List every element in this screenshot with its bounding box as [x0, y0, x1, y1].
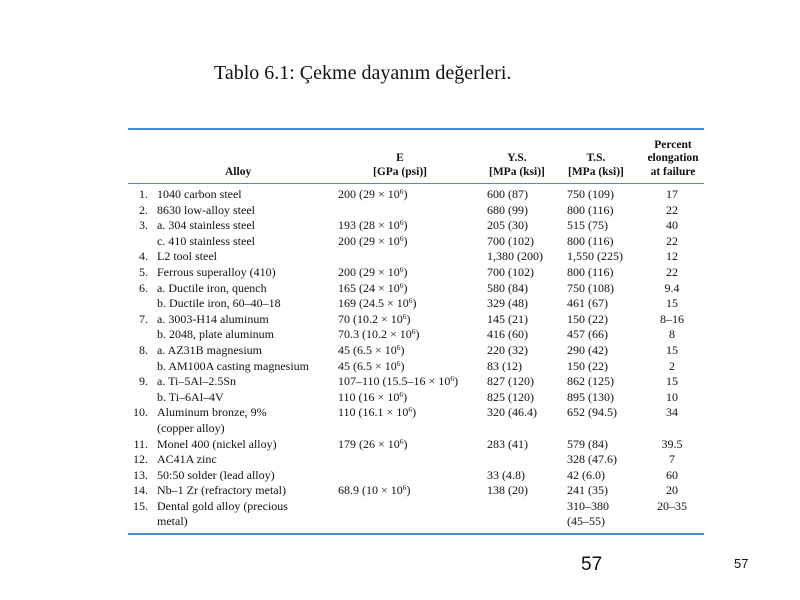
tensile-strength-cell: 750 (108)	[567, 280, 614, 295]
yield-strength-cell: 827 (120)	[487, 374, 534, 389]
row-number: 13.	[133, 467, 148, 482]
modulus-cell: 70.3 $(10.2 \times 10^6)$	[338, 327, 420, 342]
header-ys: Y.S. [MPa (ksi)]	[489, 152, 545, 178]
yield-strength-cell: 680 (99)	[487, 202, 528, 217]
table-row	[128, 421, 704, 437]
modulus-cell: 169 $(24.5 \times 10^6)$	[338, 296, 417, 311]
table-row	[128, 468, 704, 484]
elongation-cell: 10	[666, 389, 678, 404]
alloy-cell: b. Ductile iron, 60–40–18	[157, 296, 281, 311]
table-bottom-rule	[128, 533, 704, 535]
alloy-cell: Dental gold alloy (precious	[157, 498, 288, 513]
modulus-cell: 45 $(6.5 \times 10^6)$	[338, 358, 405, 373]
tensile-strength-cell: (45–55)	[567, 514, 605, 529]
alloy-cell: 1040 carbon steel	[157, 187, 242, 201]
table-row	[128, 359, 704, 375]
row-number: 14.	[133, 483, 148, 498]
row-number: 11.	[133, 436, 148, 451]
yield-strength-cell: 283 (41)	[487, 436, 528, 451]
modulus-cell: 200 $(29 \times 10^6)$	[338, 264, 408, 279]
elongation-cell: 7	[669, 452, 675, 467]
yield-strength-cell: 33 (4.8)	[487, 467, 525, 482]
row-number: 9.	[139, 374, 148, 389]
alloy-cell: 50:50 solder (lead alloy)	[157, 467, 275, 482]
elongation-cell: 34	[666, 405, 678, 420]
alloy-cell: Monel 400 (nickel alloy)	[157, 436, 277, 451]
elongation-cell: 15	[666, 374, 678, 389]
row-number: 4.	[139, 249, 148, 264]
elongation-cell: 15	[666, 296, 678, 311]
alloy-cell: b. 2048, plate aluminum	[157, 327, 274, 342]
tensile-strength-cell: 150 (22)	[567, 311, 608, 326]
row-number: 12.	[133, 452, 148, 467]
yield-strength-cell: 700 (102)	[487, 233, 534, 248]
table-row	[128, 374, 704, 390]
tensile-strength-cell: 895 (130)	[567, 389, 614, 404]
table-row	[128, 483, 704, 499]
alloy-cell: 8630 low-alloy steel	[157, 202, 255, 217]
row-number: 5.	[139, 264, 148, 279]
header-ts: T.S. [MPa (ksi)]	[568, 152, 624, 178]
table-row	[128, 296, 704, 312]
table-body	[128, 184, 704, 533]
tensile-strength-cell: 42 (6.0)	[567, 467, 605, 482]
elongation-cell: 22	[666, 233, 678, 248]
elongation-cell: 22	[666, 202, 678, 217]
tensile-strength-cell: 1,550 (225)	[567, 249, 623, 264]
elongation-cell: 60	[666, 467, 678, 482]
table-row	[128, 327, 704, 343]
table-row	[128, 499, 704, 515]
table-row	[128, 218, 704, 234]
alloy-cell: a. 304 stainless steel	[157, 218, 255, 233]
table-row	[128, 343, 704, 359]
tensile-strength-cell: 862 (125)	[567, 374, 614, 389]
tensile-strength-cell: 515 (75)	[567, 218, 608, 233]
modulus-cell: 110 $(16.1 \times 10^6)$	[338, 405, 417, 420]
page-number: 57	[581, 554, 603, 575]
table-row	[128, 281, 704, 297]
table-row	[128, 312, 704, 328]
tensile-strength-cell: 800 (116)	[567, 264, 614, 279]
alloy-cell: Aluminum bronze, 9%	[157, 405, 267, 420]
slide-number: 57	[734, 556, 749, 571]
tensile-strength-cell: 290 (42)	[567, 342, 608, 357]
elongation-cell: 22	[666, 264, 678, 279]
table-row	[128, 405, 704, 421]
elongation-cell: 9.4	[664, 280, 680, 295]
yield-strength-cell: 700 (102)	[487, 264, 534, 279]
elongation-cell: 39.5	[661, 436, 683, 451]
elongation-cell: 17	[666, 187, 678, 201]
modulus-cell: 200 $(29 \times 10^6)$	[338, 187, 408, 201]
alloy-cell: c. 410 stainless steel	[157, 233, 255, 248]
tensile-strength-cell: 800 (116)	[567, 202, 614, 217]
table-row	[128, 234, 704, 250]
table-row	[128, 203, 704, 219]
modulus-cell: 107–110 $(15.5-16 \times 10^6)$	[338, 374, 459, 389]
yield-strength-cell: 1,380 (200)	[487, 249, 543, 264]
modulus-cell: 179 $(26 \times 10^6)$	[338, 436, 408, 451]
row-number: 10.	[133, 405, 148, 420]
table-header	[128, 130, 704, 184]
alloy-cell: a. Ti–5Al–2.5Sn	[157, 374, 237, 389]
tensile-strength-table	[128, 128, 704, 535]
elongation-cell: 20–35	[657, 498, 687, 513]
yield-strength-cell: 145 (21)	[487, 311, 528, 326]
tensile-strength-cell: 579 (84)	[567, 436, 608, 451]
modulus-cell: 45 $(6.5 \times 10^6)$	[338, 342, 405, 357]
alloy-cell: AC41A zinc	[157, 452, 217, 467]
modulus-cell: 68.9 $(10 \times 10^6)$	[338, 483, 411, 498]
slide-title: Tablo 6.1: Çekme dayanım değerleri.	[214, 62, 512, 84]
alloy-cell: a. 3003-H14 aluminum	[157, 311, 269, 326]
modulus-cell: 200 $(29 \times 10^6)$	[338, 233, 408, 248]
yield-strength-cell: 205 (30)	[487, 218, 528, 233]
yield-strength-cell: 83 (12)	[487, 358, 522, 373]
yield-strength-cell: 580 (84)	[487, 280, 528, 295]
elongation-cell: 12	[666, 249, 678, 264]
alloy-cell: (copper alloy)	[157, 420, 225, 435]
tensile-strength-cell: 461 (67)	[567, 296, 608, 311]
elongation-cell: 40	[666, 218, 678, 233]
alloy-cell: Ferrous superalloy (410)	[157, 264, 276, 279]
row-number: 6.	[139, 280, 148, 295]
tensile-strength-cell: 652 (94.5)	[567, 405, 617, 420]
table-row	[128, 390, 704, 406]
tensile-strength-cell: 328 (47.6)	[567, 452, 617, 467]
table-row	[128, 452, 704, 468]
alloy-cell: Nb–1 Zr (refractory metal)	[157, 483, 286, 498]
elongation-cell: 2	[669, 358, 675, 373]
tensile-strength-cell: 241 (35)	[567, 483, 608, 498]
table-row	[128, 187, 704, 203]
yield-strength-cell: 416 (60)	[487, 327, 528, 342]
tensile-strength-cell: 457 (66)	[567, 327, 608, 342]
modulus-cell: 110 $(16 \times 10^6)$	[338, 389, 408, 404]
elongation-cell: 20	[666, 483, 678, 498]
tensile-strength-cell: 800 (116)	[567, 233, 614, 248]
alloy-cell: a. AZ31B magnesium	[157, 342, 262, 357]
modulus-cell: 193 $(28 \times 10^6)$	[338, 218, 408, 233]
row-number: 3.	[139, 218, 148, 233]
table-row	[128, 514, 704, 530]
alloy-cell: metal)	[157, 514, 188, 529]
modulus-cell: 70 $(10.2 \times 10^6)$	[338, 311, 411, 326]
tensile-strength-cell: 150 (22)	[567, 358, 608, 373]
row-number: 8.	[139, 342, 148, 357]
yield-strength-cell: 138 (20)	[487, 483, 528, 498]
header-alloy: Alloy	[225, 165, 252, 178]
yield-strength-cell: 825 (120)	[487, 389, 534, 404]
table-row	[128, 437, 704, 453]
yield-strength-cell: 220 (32)	[487, 342, 528, 357]
row-number: 2.	[139, 202, 148, 217]
row-number: 7.	[139, 311, 148, 326]
yield-strength-cell: 329 (48)	[487, 296, 528, 311]
row-number: 15.	[133, 498, 148, 513]
header-e: E [GPa (psi)]	[373, 152, 427, 178]
table-row	[128, 265, 704, 281]
header-percent-elongation: Percent elongation at failure	[647, 138, 699, 178]
alloy-cell: L2 tool steel	[157, 249, 217, 264]
elongation-cell: 15	[666, 342, 678, 357]
yield-strength-cell: 320 (46.4)	[487, 405, 537, 420]
table-row	[128, 249, 704, 265]
alloy-cell: b. AM100A casting magnesium	[157, 358, 309, 373]
tensile-strength-cell: 750 (109)	[567, 187, 614, 201]
modulus-cell: 165 $(24 \times 10^6)$	[338, 280, 408, 295]
alloy-cell: a. Ductile iron, quench	[157, 280, 267, 295]
row-number: 1.	[139, 187, 148, 201]
elongation-cell: 8–16	[660, 311, 684, 326]
alloy-cell: b. Ti–6Al–4V	[157, 389, 224, 404]
tensile-strength-cell: 310–380	[567, 498, 609, 513]
elongation-cell: 8	[669, 327, 675, 342]
yield-strength-cell: 600 (87)	[487, 187, 528, 201]
